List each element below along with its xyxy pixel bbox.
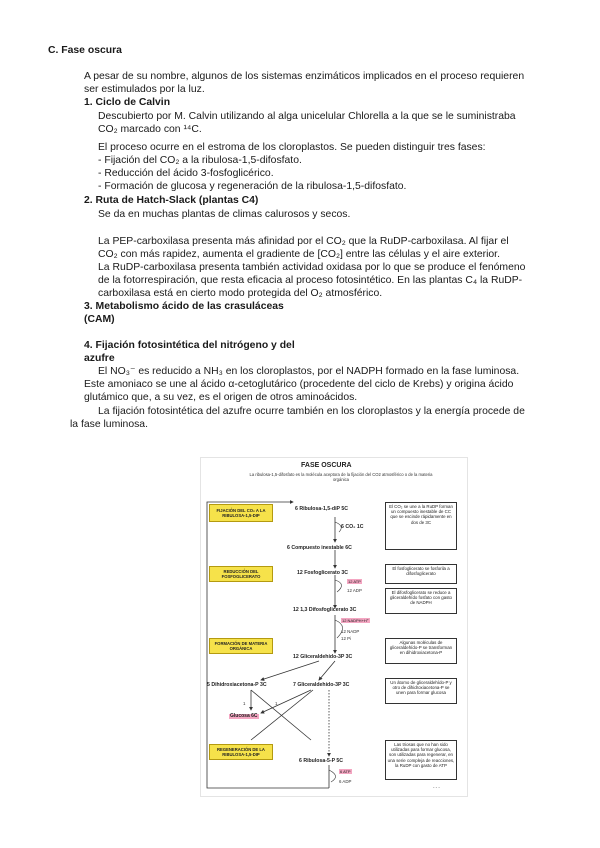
- figure-subtitle: La ribulosa-1,5-difosfato es la molécula aceptora de la fijación del CO2 atmosférico o de la materia orgánica: [249, 472, 433, 483]
- note-phosphorylation: El fosfoglicerato se fosforila a difosfoglicerato: [385, 564, 457, 584]
- count-b: 1: [275, 701, 278, 706]
- cam-title: 3. Metabolismo ácido de las crasuláceas: [84, 301, 284, 312]
- unstable-compound: 6 Compuesto inestable 6C: [287, 545, 352, 551]
- dihydroxyacetone-p: 5 Dihidroxiacetona-P 3C: [207, 682, 267, 688]
- atp-6: 6 ATP: [340, 769, 351, 774]
- intro-line-2: ser estimulados por la luz.: [84, 84, 205, 95]
- glyceraldehyde-3p-7: 7 Gliceraldehído-3P 3C: [293, 682, 350, 688]
- calvin-text: El proceso ocurre en el estroma de los cloroplastos. Se pueden distinguir tres fases:: [98, 142, 486, 153]
- section-heading: C. Fase oscura: [48, 45, 122, 56]
- hatch-slack-text: La RuDP-carboxilasa presenta también actividad oxidasa por lo que se produce el fenómeno: [98, 262, 526, 273]
- nitrogen-title: azufre: [84, 353, 115, 364]
- calvin-phase: - Reducción del ácido 3-fosfoglicérico.: [98, 168, 274, 179]
- calvin-text: CO₂ marcado con ¹⁴C.: [98, 124, 202, 135]
- glucose: Glucosa 6C: [230, 713, 258, 719]
- hatch-slack-text: carboxilasa está en cierto modo protegida del O₂ atmosférico.: [98, 288, 383, 299]
- calvin-title: 1. Ciclo de Calvin: [84, 97, 171, 108]
- cam-title: (CAM): [84, 314, 115, 325]
- calvin-phase: - Fijación del CO₂ a la ribulosa-1,5-difosfato.: [98, 155, 302, 166]
- phase-reduction: REDUCCIÓN DEL FOSFOGLICERATO: [209, 566, 273, 582]
- nitrogen-text: Este amoniaco se une al ácido α-cetoglutárico (procedente del ciclo de Krebs) y origina ácido: [84, 379, 514, 390]
- ribulose-diphosphate: 6 Ribulosa-1,5-diP 5C: [295, 506, 348, 512]
- phosphoglycerate: 12 Fosfoglicerato 3C: [297, 570, 349, 576]
- calvin-cycle-figure: [200, 457, 468, 797]
- ribulose-5p: 6 Ribulosa-5-P 5C: [299, 758, 344, 764]
- phase-regeneration: REGENERACIÓN DE LA RIBULOSA-1,5-DIP: [209, 744, 273, 760]
- hatch-slack-title: 2. Ruta de Hatch-Slack (plantas C4): [84, 195, 259, 206]
- calvin-phase: - Formación de glucosa y regeneración de la ribulosa-1,5-difosfato.: [98, 181, 407, 192]
- sulfur-text: la fase luminosa.: [70, 419, 148, 430]
- adp-12: 12 ADP: [347, 588, 362, 593]
- phase-formation: FORMACIÓN DE MATERIA ORGÁNICA: [209, 638, 273, 654]
- note-fixation: El CO₂ se une a la RuDP forman un compuesto inestable de CC que se escinde rápidamente en dos de 3C: [385, 502, 457, 550]
- pi-12: 12 Pi: [341, 636, 352, 641]
- calvin-text: Descubierto por M. Calvin utilizando al alga unicelular Chlorella a la que se le suministraba: [98, 111, 516, 122]
- hatch-slack-text: Se da en muchas plantas de climas calurosos y secos.: [98, 209, 351, 220]
- nitrogen-title: 4. Fijación fotosintética del nitrógeno y del: [84, 340, 295, 351]
- nitrogen-text: glutámico que, a su vez, es el origen de otros aminoácidos.: [84, 392, 358, 403]
- note-reduction: El difosfoglicerato se reduce a gliceraldehído fosfato con gasto de NADPH: [385, 588, 457, 614]
- count-a: 1: [243, 701, 246, 706]
- note-glucose: Un átomo de gliceraldehído-P y otro de dihidroxiacetona-P se unen para formar glucosa: [385, 678, 457, 704]
- figure-title: FASE OSCURA: [301, 462, 352, 469]
- hatch-slack-text: CO₂ con más rapidez, aumenta el gradiente de [CO₂] entre las células y el aire exterior.: [98, 249, 500, 260]
- intro-line-1: A pesar de su nombre, algunos de los sistemas enzimáticos implicados en el proceso requieren: [84, 71, 525, 82]
- phase-fixation: FIJACIÓN DEL CO₂ A LA RIBULOSA-1,5-DIP: [209, 504, 273, 522]
- note-isomerization: Algunas moléculas de gliceraldehído-P se transforman en dihidroxiacetona-P: [385, 638, 457, 664]
- adp-6: 6 ADP: [339, 779, 352, 784]
- nitrogen-text: El NO₃⁻ es reducido a NH₃ en los cloroplastos, por el NADPH formado en la fase luminosa.: [98, 366, 520, 377]
- hatch-slack-text: de la fotorrespiración, que resta eficacia al proceso fotosintético. En las plantas C₄ la RuDP-: [98, 275, 523, 286]
- note-regeneration: Las triosas que no han sido utilizadas para formar glucosa, son utilizadas para regenerar, en una serie compleja de reacciones, la RuDP con gasto de ATP: [385, 740, 457, 780]
- nadp-12: 12 NADP: [341, 629, 360, 634]
- sulfur-text: La fijación fotosintética del azufre ocurre también en los cloroplastos y la energía procede de: [98, 406, 525, 417]
- hatch-slack-text: La PEP-carboxilasa presenta más afinidad por el CO₂ que la RuDP-carboxilasa. Al fijar el: [98, 236, 509, 247]
- atp-12: 12 ATP: [348, 579, 361, 584]
- co2-input: 6 CO₂ 1C: [341, 524, 364, 530]
- glyceraldehyde-3p-12: 12 Gliceraldehído-3P 3C: [293, 654, 353, 660]
- diphosphoglycerate: 12 1,3 Difosfoglicerato 3C: [293, 607, 357, 613]
- figure-footer: - - -: [433, 785, 440, 790]
- nadph-12: 12 NADPH+H⁺: [342, 618, 369, 623]
